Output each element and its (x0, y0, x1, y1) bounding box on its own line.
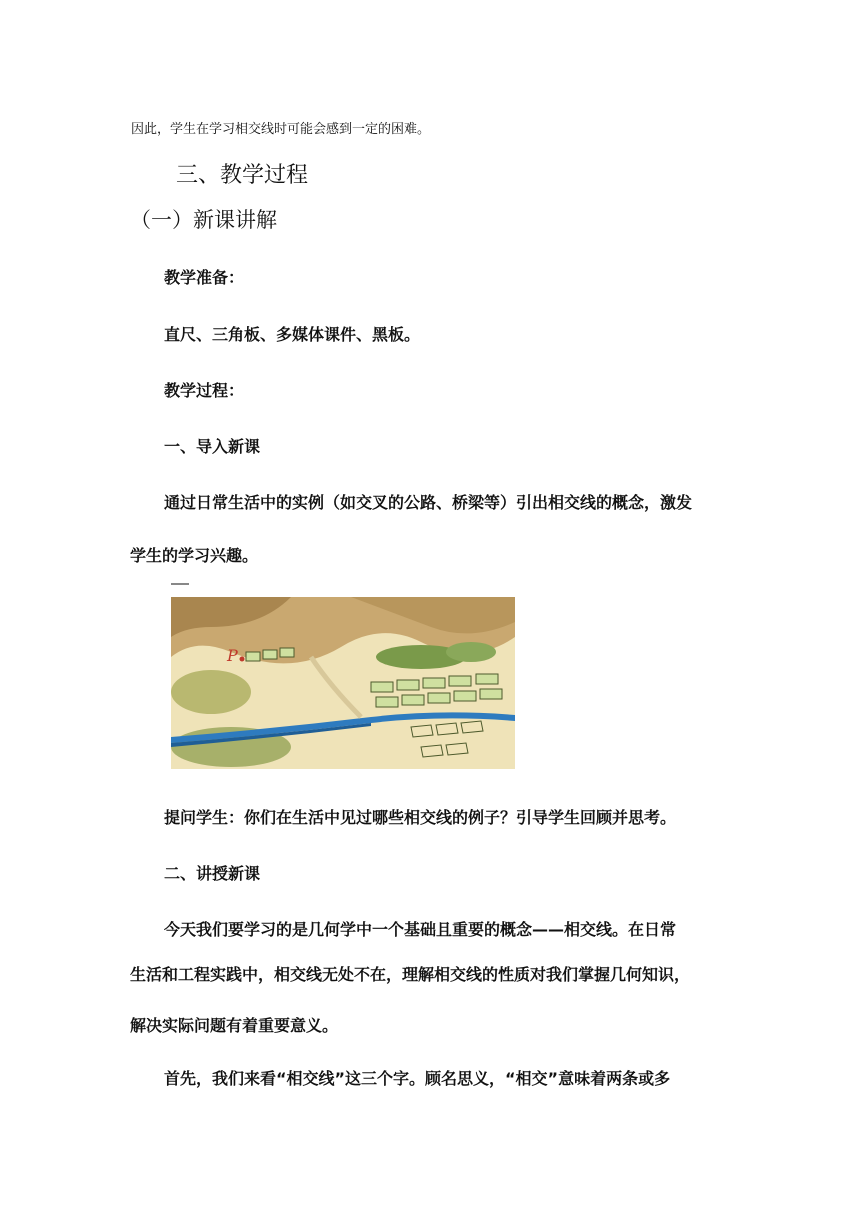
prep-items: 直尺、三角板、多媒体课件、黑板。 (164, 325, 421, 344)
step2-heading: 二、讲授新课 (164, 864, 261, 883)
step1-paragraph-line: 学生的学习兴趣。 (130, 546, 259, 565)
subsection-heading: （一）新课讲解 (130, 208, 277, 232)
figure-caption-mark (171, 583, 189, 585)
process-label: 教学过程： (164, 381, 245, 400)
step2-paragraph2-line: 首先，我们来看“相交线”这三个字。顾名思义，“相交”意味着两条或多 (164, 1069, 671, 1088)
step1-heading: 一、导入新课 (164, 437, 261, 456)
step2-paragraph-line: 解决实际问题有着重要意义。 (130, 1016, 339, 1035)
section-heading: 三、教学过程 (176, 163, 309, 188)
question-line: 提问学生：你们在生活中见过哪些相交线的例子？引导学生回顾并思考。 (164, 808, 677, 827)
step2-paragraph-line: 今天我们要学习的是几何学中一个基础且重要的概念——相交线。在日常 (164, 920, 677, 939)
step2-paragraph-line: 生活和工程实践中，相交线无处不在，理解相交线的性质对我们掌握几何知识， (130, 965, 691, 984)
landscape-illustration (171, 597, 515, 769)
prep-label: 教学准备： (164, 268, 245, 287)
figure-marker-p: P (227, 646, 238, 665)
intro-line: 因此，学生在学习相交线时可能会感到一定的困难。 (131, 122, 431, 137)
step1-paragraph-line: 通过日常生活中的实例（如交叉的公路、桥梁等）引出相交线的概念，激发 (164, 493, 693, 512)
